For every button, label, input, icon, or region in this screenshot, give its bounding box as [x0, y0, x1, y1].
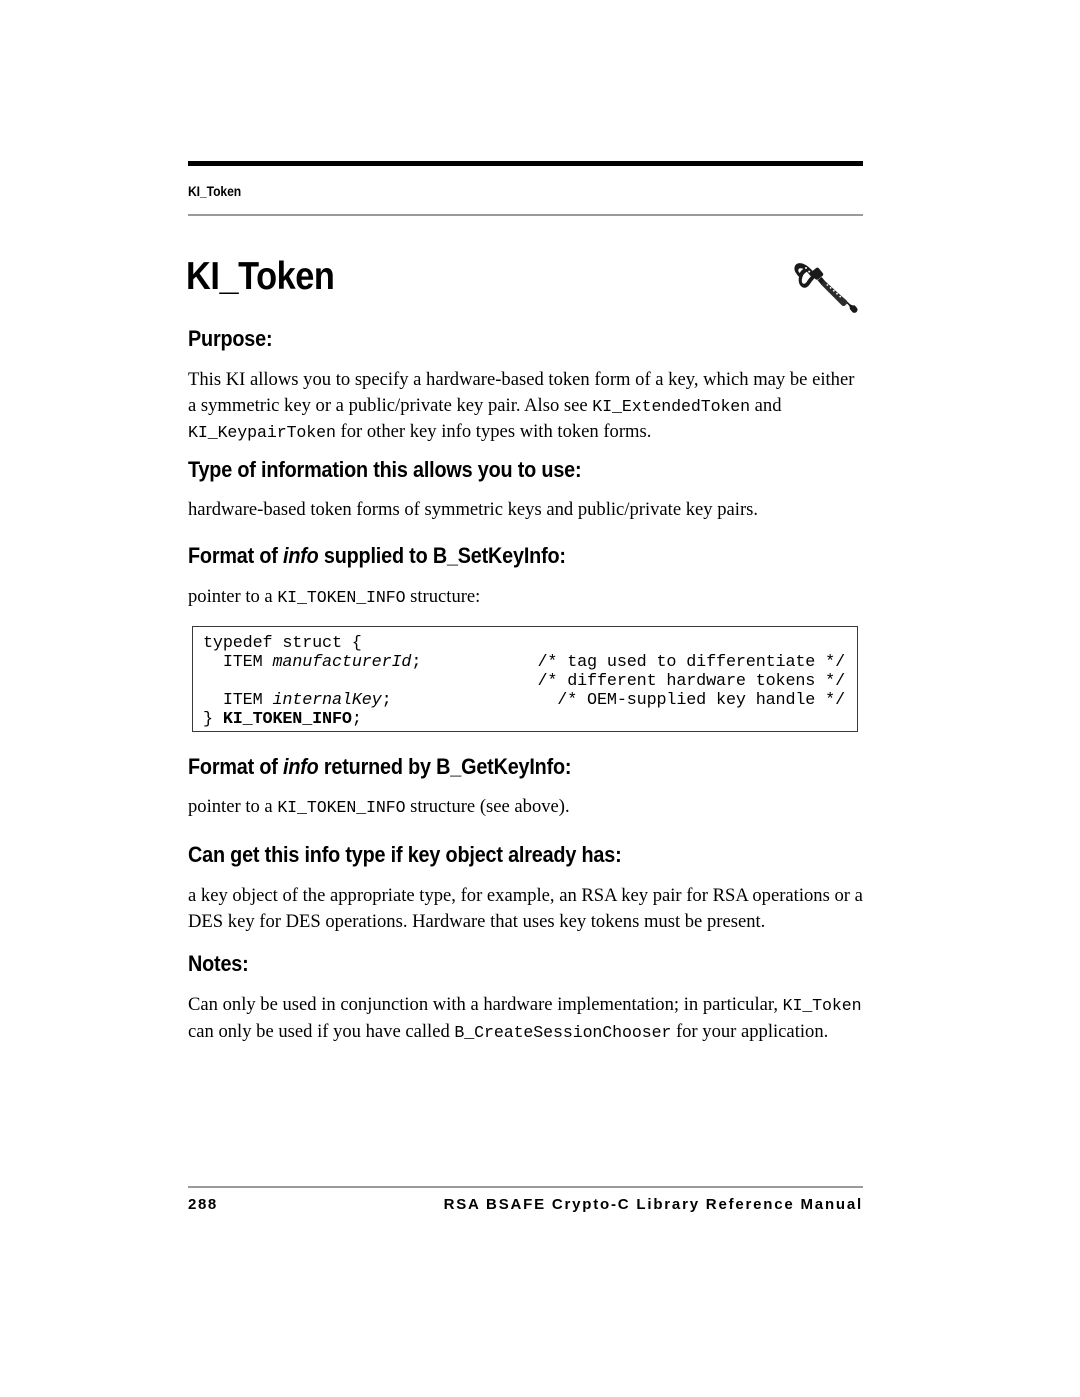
notes-text-1: Can only be used in conjunction with a hardware implementation; in particular, — [188, 994, 783, 1015]
format-returned-info: info — [283, 754, 319, 779]
code-line-2-identifier: manufacturerId — [272, 653, 412, 672]
purpose-text-1: This KI allows you to specify a hardware-based token form of a key, which may be either a symmetric key or a public/private key pair. Also see — [188, 369, 855, 416]
heading-format-returned — [188, 754, 571, 780]
inline-code-ki-token-info-1: KI_TOKEN_INFO — [277, 588, 406, 607]
paragraph-format-supplied — [188, 584, 866, 611]
format-supplied-post: supplied to B_SetKeyInfo: — [318, 543, 566, 568]
heading-notes: Notes: — [188, 951, 249, 976]
code-line-3-post: ; — [381, 691, 392, 710]
code-comment-2: /* different hardware tokens */ — [537, 672, 845, 691]
footer-rule — [188, 1186, 863, 1188]
paragraph-format-returned — [188, 794, 866, 821]
code-comment-1: /* tag used to differentiate */ — [537, 653, 845, 672]
footer-title: RSA BSAFE Crypto-C Library Reference Manual — [443, 1196, 863, 1213]
code-line-2 — [203, 653, 421, 672]
code-line-4-pre: } — [203, 710, 223, 729]
notes-text-3: for your application. — [671, 1020, 829, 1042]
code-block — [192, 626, 858, 732]
code-line-4 — [203, 710, 362, 729]
format-supplied-pre: Format of — [188, 543, 284, 568]
page-title: KI_Token — [186, 255, 335, 298]
code-line-2-pre: ITEM — [203, 653, 273, 672]
code-line-4-typename: KI_TOKEN_INFO — [222, 710, 352, 729]
paragraph-purpose — [188, 367, 866, 446]
code-line-3 — [203, 691, 392, 710]
format-returned-post: returned by B_GetKeyInfo: — [318, 754, 572, 779]
code-line-1: typedef struct { — [203, 634, 362, 653]
running-header: KI_Token — [188, 184, 242, 199]
heading-purpose: Purpose: — [188, 326, 273, 351]
page-content — [188, 0, 863, 1397]
page-number: 288 — [188, 1196, 218, 1213]
purpose-text-2: and — [750, 394, 782, 416]
inline-code-ki-token-info-2: KI_TOKEN_INFO — [277, 798, 406, 817]
format-returned-pre: Format of — [188, 754, 284, 779]
paragraph-can-get: a key object of the appropriate type, for example, an RSA key pair for RSA operations or a DES key for DES operations. Hardware that uses key tokens must be present. — [188, 885, 863, 932]
paragraph-notes — [188, 992, 866, 1045]
heading-type-of-information: Type of information this allows you to use: — [188, 457, 582, 482]
paragraph-type-of-information: hardware-based token forms of symmetric keys and public/private key pairs. — [188, 499, 759, 520]
inline-code-ki-token: KI_Token — [782, 996, 862, 1015]
format-supplied-text-2: structure: — [405, 586, 481, 607]
inline-code-ki-extendedtoken: KI_ExtendedToken — [592, 396, 751, 416]
code-line-3-pre: ITEM — [203, 691, 273, 710]
code-line-2-post: ; — [411, 653, 422, 672]
header-rule-thick — [188, 161, 863, 166]
code-comment-3: /* OEM-supplied key handle */ — [557, 691, 845, 710]
format-supplied-info: info — [283, 543, 319, 568]
format-returned-text-2: structure (see above). — [405, 796, 570, 817]
code-line-3-identifier: internalKey — [272, 691, 382, 710]
format-returned-text-1: pointer to a — [188, 796, 278, 817]
header-rule-thin — [188, 214, 863, 216]
heading-can-get: Can get this info type if key object already has: — [188, 842, 622, 867]
purpose-text-3: for other key info types with token forms. — [335, 421, 652, 443]
notes-text-2: can only be used if you have called — [188, 1020, 455, 1042]
code-line-4-post: ; — [351, 710, 362, 729]
heading-format-supplied — [188, 543, 566, 569]
format-supplied-text-1: pointer to a — [188, 586, 278, 607]
inline-code-b-createsessionchooser: B_CreateSessionChooser — [454, 1022, 672, 1042]
hammer-icon — [786, 262, 864, 314]
inline-code-ki-keypairtoken: KI_KeypairToken — [188, 423, 336, 443]
